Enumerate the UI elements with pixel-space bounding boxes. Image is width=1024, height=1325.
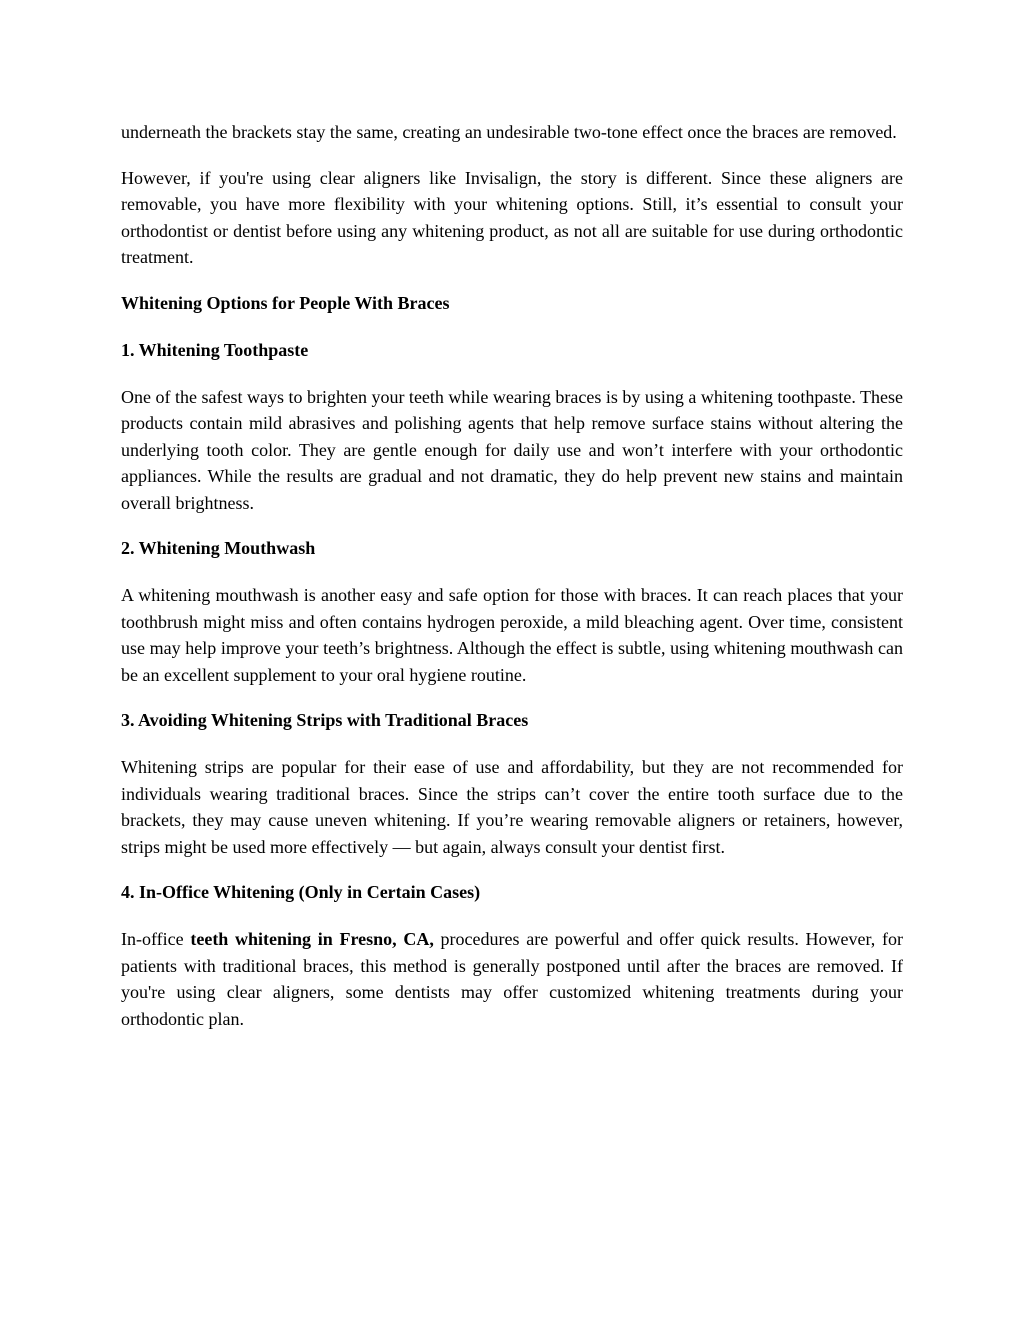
in-office-prefix: In-office bbox=[121, 929, 191, 949]
in-office-suffix: procedures are powerful and offer quick results. However, for patients with traditional braces, this method is generally postponed until after the braces are removed. If you're using clear aligners, some dentists may offer customized whitening treatments during your orthodontic plan. bbox=[121, 929, 903, 1029]
paragraph-continued: underneath the brackets stay the same, creating an undesirable two-tone effect once the braces are removed. bbox=[121, 122, 897, 142]
teeth-whitening-fresno-link-text: teeth whitening in Fresno, CA, bbox=[190, 929, 434, 949]
paragraph-whitening-mouthwash: A whitening mouthwash is another easy and safe option for those with braces. It can reach places that your toothbrush might miss and often contains hydrogen peroxide, a mild bleaching agent. Over time, consistent use may help improve your teeth’s brightness. Although the effect is subtle, using whitening mouthwash can be an excellent supplement to your oral hygiene routine. bbox=[121, 585, 903, 685]
heading-whitening-toothpaste: 1. Whitening Toothpaste bbox=[121, 339, 309, 360]
paragraph-clear-aligners: However, if you're using clear aligners like Invisalign, the story is different. Since these aligners are removable, you have more flexibility with your whitening options. Still, it’s essential to consult your orthodontist or dentist before using any whitening product, as not all are suitable for use during orthodontic treatment. bbox=[121, 167, 903, 267]
heading-in-office-whitening: 4. In-Office Whitening (Only in Certain Cases) bbox=[121, 882, 481, 902]
document-page bbox=[121, 119, 903, 1051]
heading-whitening-strips: 3. Avoiding Whitening Strips with Traditional Braces bbox=[121, 710, 529, 730]
heading-whitening-mouthwash: 2. Whitening Mouthwash bbox=[121, 538, 316, 558]
paragraph-whitening-strips: Whitening strips are popular for their ease of use and affordability, but they are not recommended for individuals wearing traditional braces. Since the strips can’t cover the entire tooth surface due to the brackets, they may cause uneven whitening. If you’re wearing removable aligners or retainers, however, strips might be used more effectively — but again, always consult your dentist first. bbox=[121, 757, 903, 857]
paragraph-whitening-toothpaste: One of the safest ways to brighten your teeth while wearing braces is by using a whitening toothpaste. These products contain mild abrasives and polishing agents that help remove surface stains without altering the underlying tooth color. They are gentle enough for daily use and won’t interfere with your orthodontic appliances. While the results are gradual and not dramatic, they do help prevent new stains and maintain overall brightness. bbox=[121, 386, 903, 513]
paragraph-in-office-whitening bbox=[121, 926, 903, 1032]
heading-whitening-options: Whitening Options for People With Braces bbox=[121, 292, 450, 313]
